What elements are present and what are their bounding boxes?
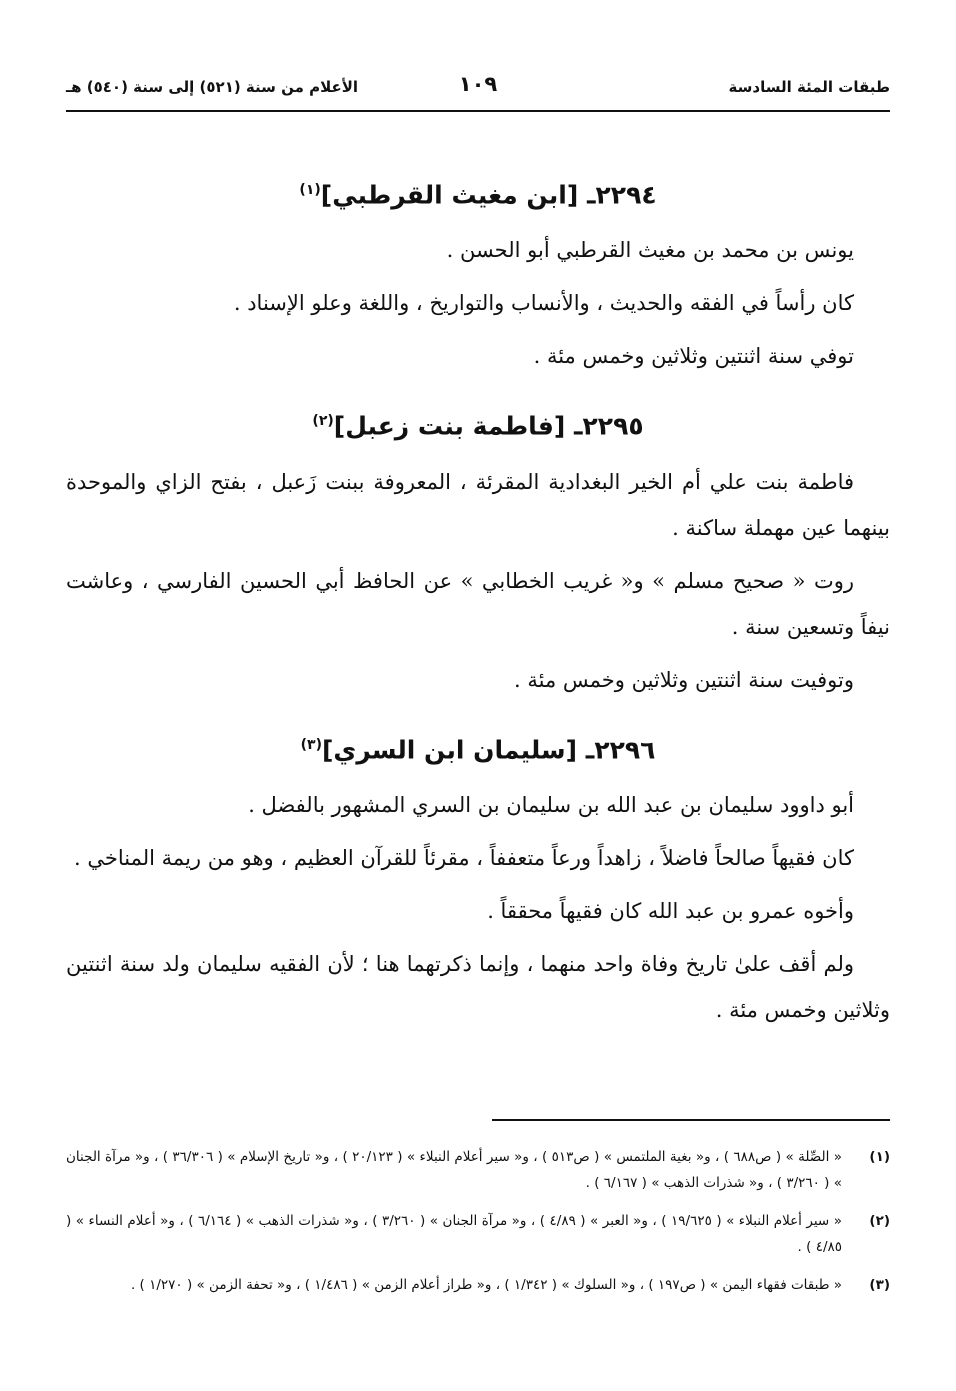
- footnote-text: « سير أعلام النبلاء » ( ١٩/٦٢٥ ) ، و« العبر » ( ٤/٨٩ ) ، و« مرآة الجنان » ( ٣/٢٦٠ ) ، و« شذرات الذهب » ( ٦/١٦٤ ) ، و« أعلام النساء » ( ٤/٨٥ ) .: [66, 1213, 842, 1255]
- page-number: ١٠٩: [458, 72, 498, 96]
- footnotes: [66, 1144, 890, 1310]
- entry-paragraph: أبو داوود سليمان بن عبد الله بن سليمان بن السري المشهور بالفضل .: [248, 792, 854, 817]
- running-header: [66, 72, 890, 104]
- entry-2294: [66, 168, 890, 379]
- footnote-number: (١): [869, 1149, 890, 1165]
- footnote-text: « طبقات فقهاء اليمن » ( ص١٩٧ ) ، و« السلوك » ( ١/٣٤٢ ) ، و« طراز أعلام الزمن » ( ١/٤٨٦ ) ، و« تحفة الزمن » ( ١/٢٧٠ ) .: [130, 1277, 842, 1293]
- entry-heading-text: ٢٢٩٦ـ [سليمان ابن السري]: [322, 734, 656, 764]
- footnote: [66, 1272, 890, 1298]
- entry-2296: [66, 723, 890, 1033]
- entry-paragraph: فاطمة بنت علي أم الخير البغدادية المقرئة ، المعروفة ببنت زَعبل ، بفتح الزاي والموحدة بينهما عين مهملة ساكنة .: [66, 469, 890, 540]
- entry-paragraph: توفي سنة اثنتين وثلاثين وخمس مئة .: [533, 344, 854, 369]
- entry-heading: [66, 399, 890, 448]
- header-section-title: طبقات المئة السادسة: [728, 78, 890, 96]
- entry-paragraph: وأخوه عمرو بن عبد الله كان فقيهاً محققاً .: [487, 898, 854, 923]
- footnote: [66, 1208, 890, 1260]
- footnote: [66, 1144, 890, 1196]
- entry-heading: [66, 723, 890, 772]
- entry-heading-text: ٢٢٩٤ـ [ابن مغيث القرطبي]: [320, 180, 657, 210]
- entry-heading-text: ٢٢٩٥ـ [فاطمة بنت زعبل]: [333, 411, 644, 441]
- footnote-ref: (١): [299, 182, 321, 198]
- footnote-ref: (٢): [312, 413, 334, 430]
- entry-2295: [66, 399, 890, 702]
- footnote-number: (٢): [869, 1213, 890, 1229]
- footnote-separator: [492, 1119, 890, 1121]
- entry-paragraph: ولم أقف علىٰ تاريخ وفاة واحد منهما ، وإنما ذكرتهما هنا ؛ لأن الفقيه سليمان ولد سنة اثنتين وثلاثين وخمس مئة .: [66, 951, 890, 1022]
- entry-paragraph: كان رأساً في الفقه والحديث ، والأنساب والتواريخ ، واللغة وعلو الإسناد .: [233, 291, 854, 316]
- entry-paragraph: كان فقيهاً صالحاً فاضلاً ، زاهداً ورعاً متعففاً ، مقرئاً للقرآن العظيم ، وهو من ريمة المناخي .: [74, 845, 854, 870]
- header-range-title: الأعلام من سنة (٥٢١) إلى سنة (٥٤٠) هـ: [66, 78, 359, 96]
- entry-paragraph: وتوفيت سنة اثنتين وثلاثين وخمس مئة .: [514, 667, 854, 692]
- footnote-text: « الصِّلة » ( ص٦٨٨ ) ، و« بغية الملتمس » ( ص٥١٣ ) ، و« سير أعلام النبلاء » ( ٢٠/١٢٣ ) ، و« تاريخ الإسلام » ( ٣٦/٣٠٦ ) ، و« مرآة الجنان » ( ٣/٢٦٠ ) ، و« شذرات الذهب » ( ٦/١٦٧ ) .: [66, 1149, 842, 1191]
- page-body: [66, 168, 890, 1053]
- entry-heading: [66, 168, 890, 217]
- entry-paragraph: يونس بن محمد بن مغيث القرطبي أبو الحسن .: [446, 238, 854, 263]
- entry-paragraph: روت « صحيح مسلم » و« غريب الخطابي » عن الحافظ أبي الحسين الفارسي ، وعاشت نيفاً وتسعين سنة .: [66, 568, 890, 639]
- header-rule: [66, 110, 890, 112]
- footnote-ref: (٣): [300, 736, 322, 753]
- footnote-number: (٣): [869, 1277, 890, 1293]
